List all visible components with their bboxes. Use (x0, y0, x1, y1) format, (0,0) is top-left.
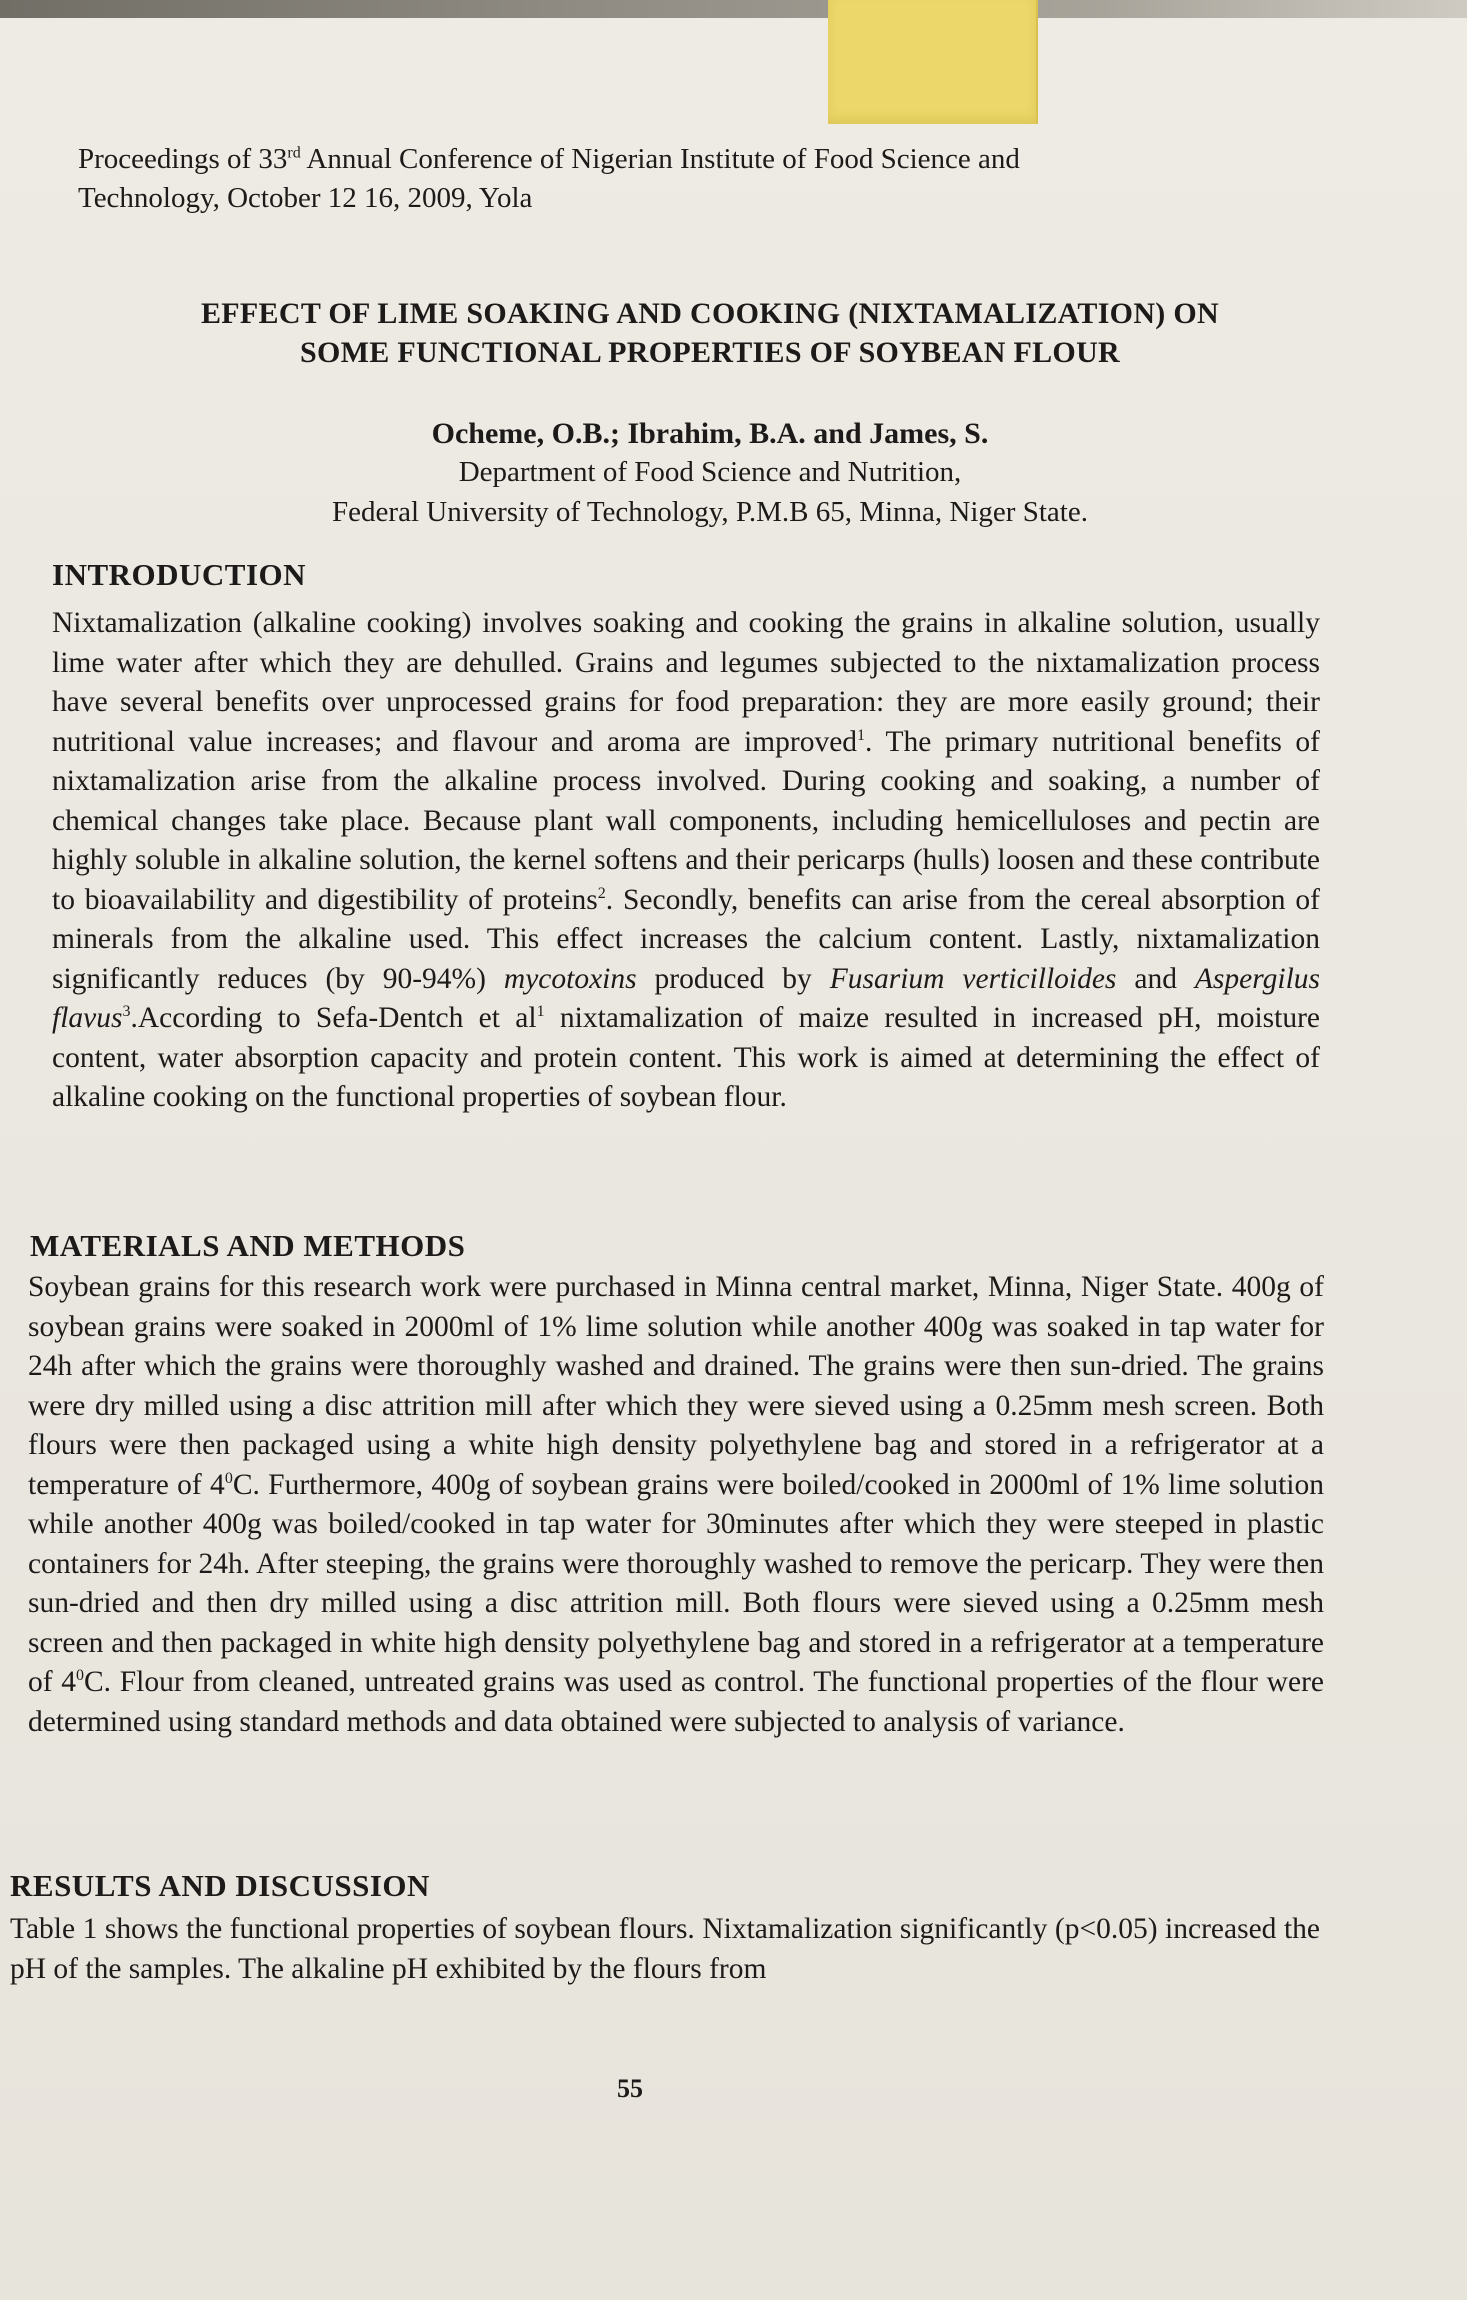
introduction-heading: INTRODUCTION (52, 557, 307, 592)
paper-title: EFFECT OF LIME SOAKING AND COOKING (NIXTAMALIZATION) ON SOME FUNCTIONAL PROPERTIES OF SOYBEAN FLOUR (201, 297, 1219, 369)
author-list: Ocheme, O.B.; Ibrahim, B.A. and James, S. (431, 417, 989, 450)
proceedings-header-line2: Technology, October 12 16, 2009, Yola (78, 182, 533, 214)
sticky-tape (828, 0, 1038, 124)
introduction-paragraph: Nixtamalization (alkaline cooking) involves soaking and cooking the grains in alkaline solution, usually lime water after which they are dehulled. Grains and legumes subjected to the nixtamalization process have several benefits over unprocessed grains for food preparation: they are more easily ground; their nutritional value increases; and flavour and aroma are improved$^1$. The primary nutritional benefits of nixtamalization arise from the alkaline process involved. During cooking and soaking, a number of chemical changes take place. Because plant wall components, including hemicelluloses and pectin are highly soluble in alkaline solution, the kernel softens and their pericarps (hulls) loosen and these contribute to bioavailability and digestibility of proteins$^2$. Secondly, benefits can arise from the cereal absorption of minerals from the alkaline used. This effect increases the calcium content. Lastly, nixtamalization significantly reduces (by 90-94%) mycotoxins produced by Fusarium verticilloides and Aspergilus flavus$^3$.According to Sefa-Dentch et $al^1$ nixtamalization of maize resulted in increased pH, moisture content, water absorption capacity and protein content. This work is aimed at determining the effect of alkaline cooking on the functional properties of soybean flour. (52, 607, 1320, 1113)
methods-heading: MATERIALS AND METHODS (30, 1228, 466, 1263)
methods-paragraph: Soybean grains for this research work were purchased in Minna central market, Minna, Niger State. 400g of soybean grains were soaked in 2000ml of 1% lime solution while another 400g was soaked in tap water for 24h after which the grains were thoroughly washed and drained. The grains were then sun-dried. The grains were dry milled using a disc attrition mill after which they were sieved using a 0.25mm mesh screen. Both flours were then packaged using a white high density polyethylene bag and stored in a refrigerator at a temperature of $4^0C$. Furthermore, 400g of soybean grains were boiled/cooked in 2000ml of 1% lime solution while another 400g was boiled/cooked in tap water for 30minutes after which they were steeped in plastic containers for 24h. After steeping, the grains were thoroughly washed to remove the pericarp. They were then sun-dried and then dry milled using a disc attrition mill. Both flours were sieved using a 0.25mm mesh screen and then packaged in white high density polyethylene bag and stored in a refrigerator at a temperature of $4^0C$. Flour from cleaned, untreated grains was used as control. The functional properties of the flour were determined using standard methods and data obtained were subjected to analysis of variance. (28, 1271, 1324, 1738)
affiliation: Department of Food Science and Nutrition, Federal University of Technology, P.M.B 65, Minna, Niger State. (332, 456, 1088, 528)
page-top-edge (0, 0, 1467, 18)
results-heading: RESULTS AND DISCUSSION (10, 1868, 430, 1903)
proceedings-header: Proceedings of 33rd Annual Conference of Nigerian Institute of Food Science and Technology, October 12 16, 2009, Yola (78, 140, 1298, 218)
page-number: 55 (617, 2074, 643, 2103)
results-paragraph: Table 1 shows the functional properties of soybean flours. Nixtamalization significantly (p<0.05) increased the pH of the samples. The alkaline pH exhibited by the flours from (10, 1913, 1320, 1985)
